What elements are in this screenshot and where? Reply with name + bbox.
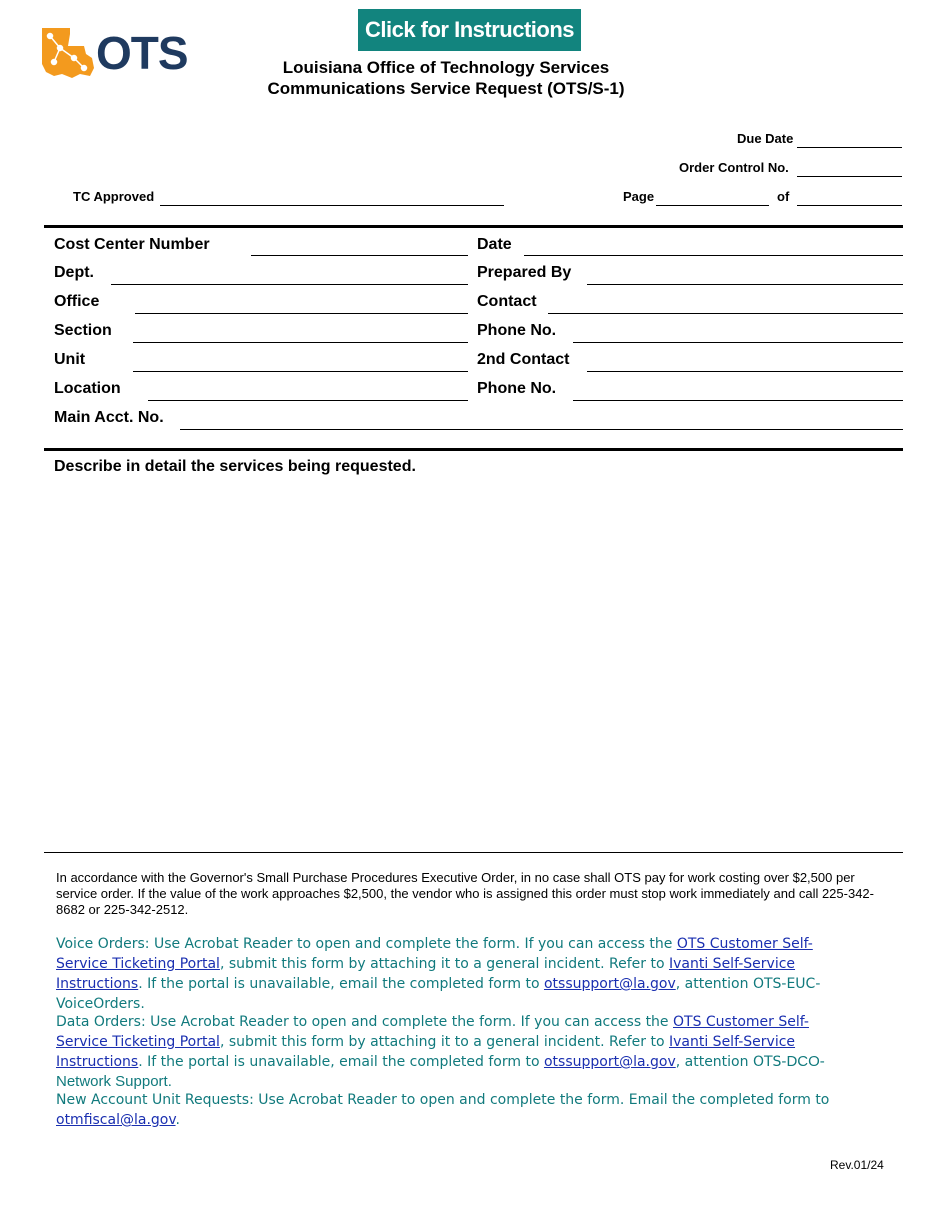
ots-logo <box>40 24 200 80</box>
main-acct-label: Main Acct. No. <box>54 409 164 426</box>
purchase-notice: In accordance with the Governor's Small Purchase Procedures Executive Order, in no case shall OTS pay for work costing over $2,500 per service order. If the value of the work approaches $2,500, the vendor who is assigned this order must stop work immediately and call 225-342-8682 or 225-342-2512. <box>56 870 874 917</box>
dept-label: Dept. <box>54 264 94 281</box>
main-acct-field[interactable] <box>180 428 903 430</box>
revision-label: Rev.01/24 <box>830 1158 884 1172</box>
second-contact-field[interactable] <box>587 370 903 372</box>
cost-center-label: Cost Center Number <box>54 236 210 253</box>
otssupport-email-link[interactable]: otssupport@la.gov <box>543 1054 676 1070</box>
new-account-paragraph: New Account Unit Requests: Use Acrobat Reader to open and complete the form. Email the completed form to otmfiscal@la.gov. <box>56 1092 830 1128</box>
prepared-by-field[interactable] <box>587 283 903 285</box>
description-label: Describe in detail the services being requested. <box>54 458 416 475</box>
office-field[interactable] <box>135 312 468 314</box>
instructions-button[interactable]: Click for Instructions <box>358 9 581 51</box>
order-control-field[interactable] <box>797 175 902 177</box>
otssupport-email-link[interactable]: otssupport@la.gov <box>543 976 676 992</box>
form-title-name: Communications Service Request (OTS/S-1) <box>267 79 625 98</box>
phone-label: Phone No. <box>477 322 557 339</box>
date-field[interactable] <box>524 254 903 256</box>
location-label: Location <box>54 380 121 397</box>
otmfiscal-email-link[interactable]: otmfiscal@la.gov <box>56 1112 176 1128</box>
cost-center-field[interactable] <box>251 254 468 256</box>
unit-label: Unit <box>54 351 86 368</box>
office-label: Office <box>54 293 100 310</box>
ivanti-instructions-link[interactable]: Ivanti Self-Service Instructions <box>56 956 796 992</box>
phone-field[interactable] <box>573 341 903 343</box>
page-number-field[interactable] <box>656 204 769 206</box>
voice-orders-paragraph: Voice Orders: Use Acrobat Reader to open and complete the form. If you can access the OTS Customer Self-Service Ticketing Portal, submit this form by attaching it to a general incident. Refer to Ivanti Self-Service Instructions. If the portal is unavailable, email the completed form to otssupport@la.gov, attention OTS-EUC-VoiceOrders. <box>56 936 821 1012</box>
description-textarea[interactable] <box>44 480 903 846</box>
louisiana-state-icon <box>40 24 96 80</box>
ivanti-instructions-link[interactable]: Ivanti Self-Service Instructions <box>56 1034 796 1070</box>
logo-text: OTS <box>96 27 188 79</box>
second-phone-label: Phone No. <box>477 380 557 397</box>
due-date-field[interactable] <box>797 146 902 148</box>
ticketing-portal-link[interactable]: OTS Customer Self-Service Ticketing Portal <box>56 1014 809 1050</box>
second-contact-label: 2nd Contact <box>477 351 570 368</box>
tc-approved-field[interactable] <box>160 204 504 206</box>
prepared-by-label: Prepared By <box>477 264 572 281</box>
section-label: Section <box>54 322 112 339</box>
contact-field[interactable] <box>548 312 903 314</box>
contact-label: Contact <box>477 293 537 310</box>
footer-divider <box>44 852 903 853</box>
order-control-label: Order Control No. <box>679 160 789 175</box>
second-phone-field[interactable] <box>573 399 903 401</box>
dept-field[interactable] <box>111 283 468 285</box>
page-label: Page <box>623 189 655 204</box>
description-divider <box>44 448 903 451</box>
location-field[interactable] <box>148 399 468 401</box>
page-total-field[interactable] <box>797 204 902 206</box>
due-date-label: Due Date <box>737 131 794 146</box>
tc-approved-label: TC Approved <box>73 189 155 204</box>
unit-field[interactable] <box>133 370 468 372</box>
data-orders-paragraph: Data Orders: Use Acrobat Reader to open and complete the form. If you can access the OTS Customer Self-Service Ticketing Portal, submit this form by attaching it to a general incident. Refer to Ivanti Self-Service Instructions. If the portal is unavailable, email the completed form to otssupport@la.gov, attention OTS-DCO-Network Support. <box>56 1014 825 1090</box>
form-title-agency: Louisiana Office of Technology Services <box>282 58 610 77</box>
section-field[interactable] <box>133 341 468 343</box>
date-label: Date <box>477 236 512 253</box>
section-divider <box>44 225 903 228</box>
ticketing-portal-link[interactable]: OTS Customer Self-Service Ticketing Portal <box>56 936 813 972</box>
page-of-label: of <box>777 189 790 204</box>
